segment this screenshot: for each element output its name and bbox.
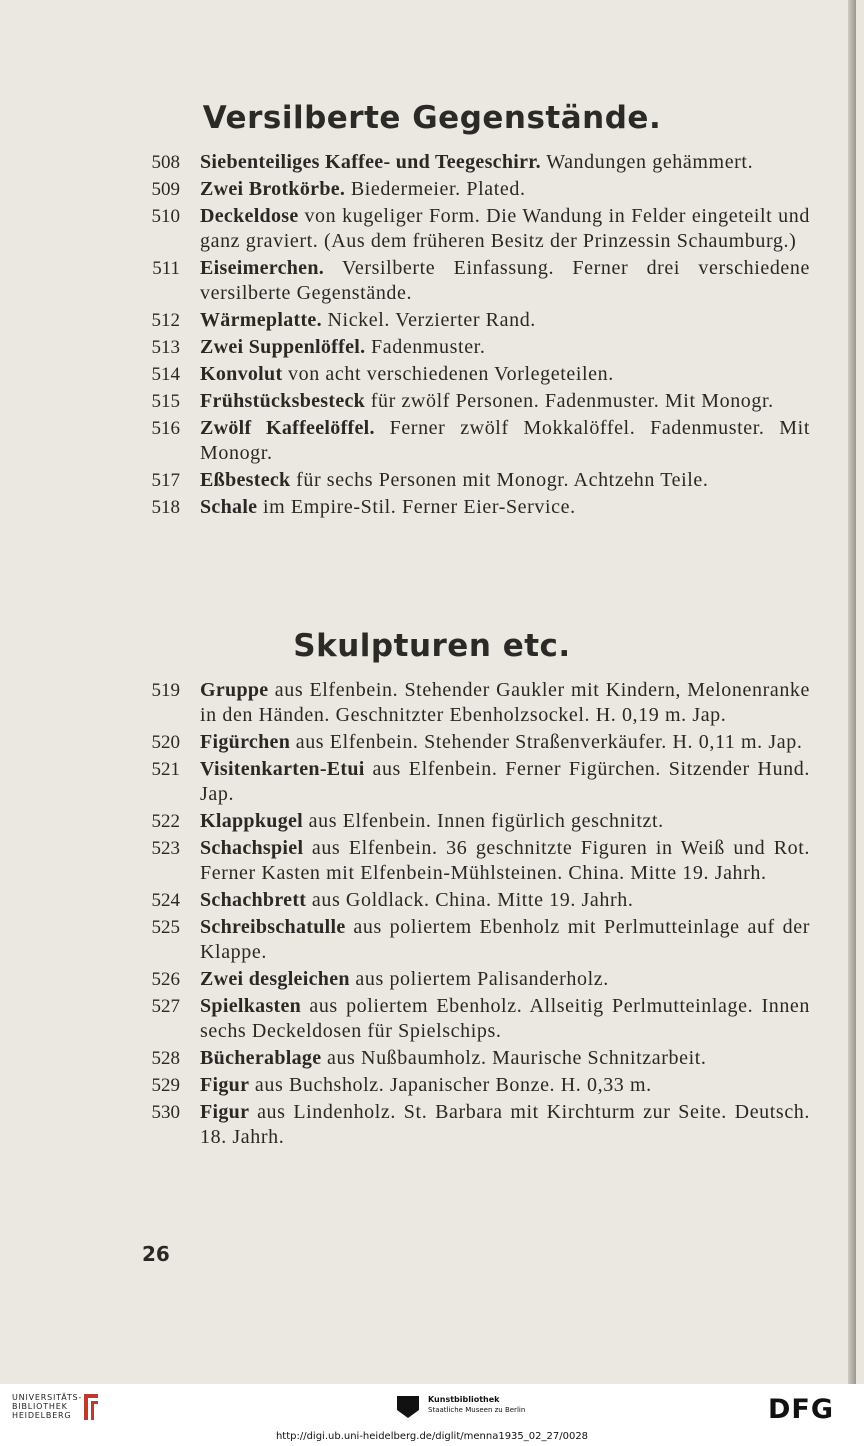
entry-description: aus Elfenbein. Stehender Gaukler mit Kindern, Melonenranke in den Händen. Geschnitzter Ebenholzsockel. H. 0,19 m. Jap. [200,679,810,726]
entry-text [200,915,810,965]
entry-text [200,495,810,520]
catalog-entry [0,177,864,202]
catalog-entry [0,495,864,520]
catalog-entry [0,994,864,1044]
entry-title: Klappkugel [200,810,304,832]
entry-title: Zwei Suppenlöffel. [200,336,366,358]
entry-number: 508 [151,152,180,173]
entry-description: im Empire-Stil. Ferner Eier-Service. [257,496,576,518]
entry-number: 519 [151,680,180,701]
catalog-entry [0,809,864,834]
entry-description: aus Elfenbein. Ferner Figürchen. Sitzender Hund. Jap. [200,758,810,805]
entry-number: 512 [151,310,180,331]
catalog-entry [0,1073,864,1098]
entry-title: Zwei Brotkörbe. [200,178,346,200]
entry-title: Schreibschatulle [200,916,346,938]
entry-number: 525 [151,917,180,938]
entry-description: von kugeliger Form. Die Wandung in Felder eingeteilt und ganz graviert. (Aus dem früheren Besitz der Prinzessin Schaumburg.) [200,205,810,252]
section-title-sculptures: Skulpturen etc. [293,628,571,664]
entry-description: Fadenmuster. [365,336,486,358]
entry-text [200,256,810,306]
ub-heidelberg-logo-icon [80,1392,102,1422]
entry-title: Schale [200,496,258,518]
catalog-entry [0,308,864,333]
catalog-entry [0,836,864,886]
page-edge [848,0,856,1384]
ub-line: HEIDELBERG [12,1411,72,1420]
entry-text [200,678,810,728]
page-number: 26 [142,1242,170,1266]
entry-number: 518 [151,497,180,518]
entry-number: 511 [152,258,180,279]
entry-text [200,150,810,175]
catalog-entry [0,468,864,493]
entry-title: Spielkasten [200,995,302,1017]
entry-description: für zwölf Personen. Fadenmuster. Mit Monogr. [365,390,774,412]
catalog-entry [0,335,864,360]
entry-text [200,362,810,387]
entry-title: Visitenkarten-Etui [200,758,365,780]
kb-subtitle: Staatliche Museen zu Berlin [428,1406,526,1414]
entry-description: Nickel. Verzierter Rand. [321,309,536,331]
section-title-silver: Versilberte Gegenstände. [202,100,662,136]
catalog-entry [0,967,864,992]
entry-description: aus poliertem Palisanderholz. [349,968,609,990]
entry-text [200,335,810,360]
kb-title: Kunstbibliothek [428,1395,500,1404]
entry-number: 516 [151,418,180,439]
entry-description: aus Elfenbein. Innen figürlich geschnitzt. [303,810,664,832]
catalog-entry [0,256,864,306]
entry-title: Siebenteiliges Kaffee- und Teegeschirr. [200,151,541,173]
entry-text [200,177,810,202]
entry-title: Eiseimerchen. [200,257,325,279]
entry-number: 514 [151,364,180,385]
entry-description: Versilberte Einfassung. Ferner drei verschiedene versilberte Gegenstände. [200,257,810,304]
entry-description: für sechs Personen mit Monogr. Achtzehn Teile. [290,469,709,491]
entry-description: aus Goldlack. China. Mitte 19. Jahrh. [306,889,634,911]
catalog-entry [0,757,864,807]
catalog-entry [0,362,864,387]
entry-number: 517 [151,470,180,491]
entry-title: Eßbesteck [200,469,291,491]
entry-text [200,967,810,992]
catalog-entry [0,416,864,466]
entry-text [200,308,810,333]
entry-title: Frühstücksbesteck [200,390,366,412]
kunstbibliothek-label [428,1394,525,1415]
entry-title: Deckeldose [200,205,299,227]
catalog-entry [0,389,864,414]
entry-description: Ferner zwölf Mokkalöffel. Fadenmuster. Mit Monogr. [200,417,810,464]
catalog-entry [0,888,864,913]
entry-description: aus poliertem Ebenholz mit Perlmutteinlage auf der Klappe. [200,916,810,963]
catalog-entry [0,678,864,728]
catalog-entry [0,1046,864,1071]
entry-number: 510 [151,206,180,227]
entry-number: 526 [151,969,180,990]
entry-text [200,888,810,913]
entry-description: aus Lindenholz. St. Barbara mit Kirchturm zur Seite. Deutsch. 18. Jahrh. [200,1101,810,1148]
entry-list-silver [0,150,864,522]
entry-title: Zwölf Kaffeelöffel. [200,417,375,439]
entry-number: 523 [151,838,180,859]
entry-list-sculptures [0,678,864,1152]
entry-number: 509 [151,179,180,200]
entry-number: 515 [151,391,180,412]
entry-description: Wandungen gehämmert. [540,151,754,173]
entry-number: 529 [151,1075,180,1096]
entry-number: 522 [151,811,180,832]
entry-text [200,757,810,807]
entry-number: 530 [151,1102,180,1123]
entry-text [200,836,810,886]
source-url-link[interactable]: http://digi.ub.uni-heidelberg.de/diglit/menna1935_02_27/0028 [275,1431,589,1442]
entry-description: Biedermeier. Plated. [345,178,526,200]
ub-line: UNIVERSITÄTS- [12,1393,83,1402]
entry-title: Schachbrett [200,889,307,911]
entry-title: Bücherablage [200,1047,322,1069]
entry-number: 521 [151,759,180,780]
entry-title: Gruppe [200,679,269,701]
entry-text [200,994,810,1044]
catalog-entry [0,730,864,755]
entry-text [200,204,810,254]
entry-number: 527 [151,996,180,1017]
entry-text [200,1100,810,1150]
entry-description: von acht verschiedenen Vorlegeteilen. [282,363,614,385]
entry-title: Konvolut [200,363,283,385]
entry-text [200,730,810,755]
catalog-entry [0,915,864,965]
entry-description: aus Nußbaumholz. Maurische Schnitzarbeit. [321,1047,707,1069]
catalog-entry [0,204,864,254]
entry-description: aus Elfenbein. 36 geschnitzte Figuren in Weiß und Rot. Ferner Kasten mit Elfenbein-Mühlsteinen. China. Mitte 19. Jahrh. [200,837,810,884]
kunstbibliothek-logo-icon [397,1396,419,1418]
entry-title: Figur [200,1101,250,1123]
entry-number: 528 [151,1048,180,1069]
dfg-logo: DFG [768,1394,835,1425]
footer-bar [0,1384,864,1446]
entry-title: Figürchen [200,731,291,753]
entry-description: aus Elfenbein. Stehender Straßenverkäufer. H. 0,11 m. Jap. [290,731,803,753]
entry-title: Zwei desgleichen [200,968,350,990]
entry-text [200,1073,810,1098]
entry-title: Wärmeplatte. [200,309,322,331]
entry-text [200,389,810,414]
ub-line: BIBLIOTHEK [12,1402,68,1411]
entry-number: 520 [151,732,180,753]
entry-text [200,468,810,493]
ub-heidelberg-label [12,1393,82,1420]
entry-number: 513 [151,337,180,358]
entry-title: Schachspiel [200,837,304,859]
entry-text [200,809,810,834]
entry-description: aus poliertem Ebenholz. Allseitig Perlmutteinlage. Innen sechs Deckeldosen für Spielschips. [200,995,810,1042]
entry-number: 524 [151,890,180,911]
entry-title: Figur [200,1074,250,1096]
entry-text [200,416,810,466]
entry-description: aus Buchsholz. Japanischer Bonze. H. 0,33 m. [249,1074,652,1096]
catalog-entry [0,1100,864,1150]
catalog-entry [0,150,864,175]
entry-text [200,1046,810,1071]
